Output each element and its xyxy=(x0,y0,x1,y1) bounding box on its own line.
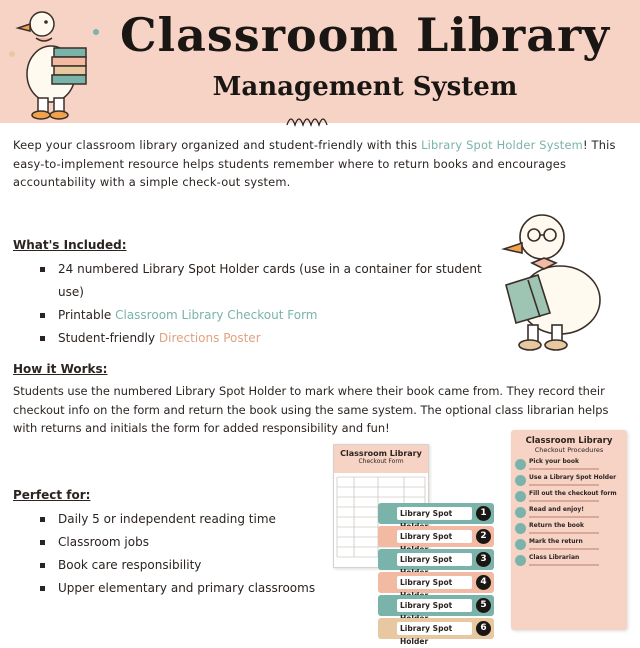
list-item: 24 numbered Library Spot Holder cards (use in a container for student use) xyxy=(40,258,490,304)
poster-step xyxy=(515,554,623,566)
how-it-works-heading: How it Works: xyxy=(13,362,108,376)
list-item: Upper elementary and primary classrooms xyxy=(40,577,340,600)
spot-holder-card xyxy=(378,572,494,593)
form-thumb-title: Classroom Library xyxy=(340,449,422,458)
page-title: Classroom Library xyxy=(120,8,610,62)
poster-step xyxy=(515,522,623,534)
spot-holder-number: 2 xyxy=(476,529,491,544)
list-item: Book care responsibility xyxy=(40,554,340,577)
spot-holder-number: 4 xyxy=(476,575,491,590)
poster-step-label: Return the book xyxy=(529,522,599,534)
page-subtitle: Management System xyxy=(212,72,518,102)
form-thumb-subtitle: Checkout Form xyxy=(358,458,404,465)
step-circle-icon xyxy=(515,491,526,502)
duck-with-books-illustration xyxy=(6,4,106,120)
list-item: Student-friendly Directions Poster xyxy=(40,327,490,350)
poster-step xyxy=(515,538,623,550)
poster-step-label: Use a Library Spot Holder xyxy=(529,474,616,486)
list-item: Classroom jobs xyxy=(40,531,340,554)
spot-holder-label: Library Spot xyxy=(397,553,472,566)
poster-step xyxy=(515,506,623,518)
spot-holder-card xyxy=(378,526,494,547)
poster-step xyxy=(515,490,623,502)
reading-duck-illustration xyxy=(490,205,610,355)
step-circle-icon xyxy=(515,475,526,486)
perfect-for-heading: Perfect for: xyxy=(13,488,91,502)
spot-holder-number: 1 xyxy=(476,506,491,521)
spot-holder-label: Library Spot xyxy=(397,599,472,612)
poster-title: Classroom Library xyxy=(525,436,613,446)
poster-step xyxy=(515,458,623,470)
poster-step xyxy=(515,474,623,486)
poster-step-label: Pick your book xyxy=(529,458,599,470)
spot-holder-card xyxy=(378,503,494,524)
perfect-for-list xyxy=(40,508,340,600)
spot-holder-label: Library Spot Holder xyxy=(397,622,472,635)
spot-holder-label: Library Spot xyxy=(397,507,472,520)
spot-holder-number: 6 xyxy=(476,621,491,636)
intro-link-text: Library Spot Holder System xyxy=(421,138,583,152)
poster-step-label: Read and enjoy! xyxy=(529,506,599,518)
whats-included-heading: What's Included: xyxy=(13,238,127,252)
directions-poster-thumbnail xyxy=(511,430,627,630)
spot-holder-number: 5 xyxy=(476,598,491,613)
step-circle-icon xyxy=(515,555,526,566)
step-circle-icon xyxy=(515,459,526,470)
spot-holder-label: Library Spot xyxy=(397,576,472,589)
squiggle-divider-icon xyxy=(285,113,341,129)
spot-holder-card xyxy=(378,618,494,646)
spot-holder-cards xyxy=(378,503,494,646)
intro-paragraph: Keep your classroom library organized and student-friendly with this Library Spot Holder System! This easy-to-implement resource helps students remember where to return books and encourages accountability with a simple check-out system. xyxy=(13,138,616,189)
how-it-works-paragraph: Students use the numbered Library Spot Holder to mark where their book came from. They record their checkout info on the form and return the book using the same system. The optional class librarian helps with returns and initials the form for added responsibility and fun! xyxy=(13,384,609,435)
spot-holder-card xyxy=(378,595,494,616)
step-circle-icon xyxy=(515,523,526,534)
poster-step-label: Mark the return xyxy=(529,538,599,550)
step-circle-icon xyxy=(515,507,526,518)
poster-subtitle: Checkout Procedures xyxy=(534,446,604,454)
spot-holder-number: 3 xyxy=(476,552,491,567)
step-circle-icon xyxy=(515,539,526,550)
poster-step-label: Class Librarian xyxy=(529,554,599,566)
spot-holder-label: Library Spot xyxy=(397,530,472,543)
list-item: Daily 5 or independent reading time xyxy=(40,508,340,531)
spot-holder-card xyxy=(378,549,494,570)
whats-included-list xyxy=(40,258,490,350)
list-item: Printable Classroom Library Checkout Form xyxy=(40,304,490,327)
poster-step-label: Fill out the checkout form xyxy=(529,490,617,502)
